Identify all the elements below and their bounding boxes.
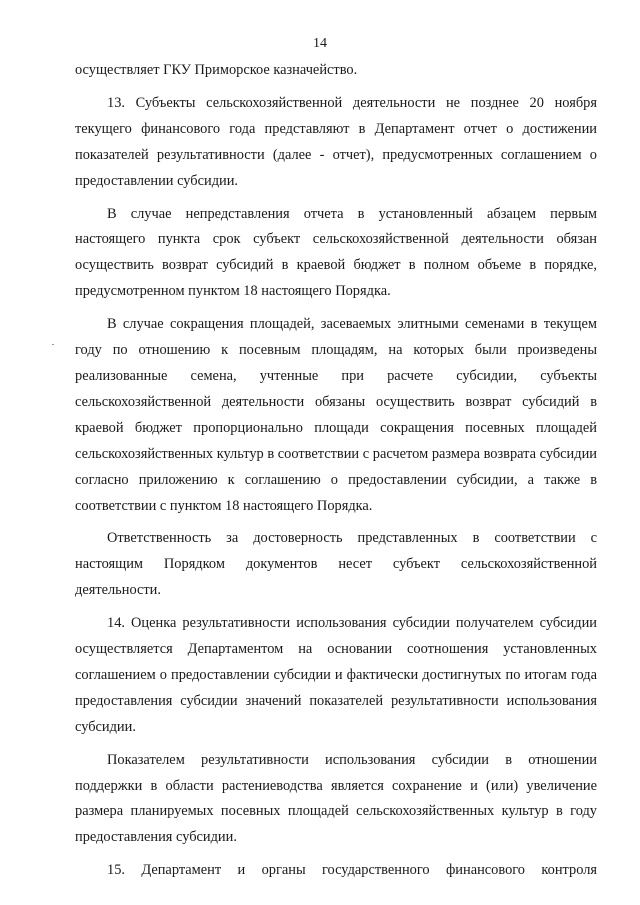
document-body xyxy=(75,58,597,891)
margin-mark xyxy=(52,344,54,345)
paragraph: 13. Субъекты сельскохозяйственной деятельности не позднее 20 ноября текущего финансового года представляют в Департамент отчет о достижении показателей результативности (далее - отчет), предусмотренных соглашением о предоставлении субсидии. xyxy=(75,94,597,189)
paragraph: 15. Департамент и органы государственного финансового контроля xyxy=(107,862,597,879)
paragraph: 14. Оценка результативности использования субсидии получателем субсидии осуществляется Департаментом на основании соотношения установленных соглашением о предоставлении субсидии и фактически достигнутых по итогам года предоставления субсидии значений показателей результативности использования субсидии. xyxy=(75,615,597,735)
page-number: 14 xyxy=(313,36,327,51)
paragraph: В случае непредставления отчета в установленный абзацем первым настоящего пункта срок субъект сельскохозяйственной деятельности обязан осуществить возврат субсидий в краевой бюджет в полном объеме в порядке, предусмотренном пунктом 18 настоящего Порядка. xyxy=(75,205,597,300)
paragraph: Ответственность за достоверность представленных в соответствии с настоящим Порядком документов несет субъект сельскохозяйственной деятельности. xyxy=(75,530,597,599)
paragraph: Показателем результативности использования субсидии в отношении поддержки в области растениеводства является сохранение и (или) увеличение размера планируемых посевных площадей сельскохозяйственных культур в году предоставления субсидии. xyxy=(75,751,597,846)
paragraph: осуществляет ГКУ Приморское казначейство. xyxy=(75,62,358,78)
paragraph: В случае сокращения площадей, засеваемых элитными семенами в текущем году по отношению к посевным площадям, на которых были произведены реализованные семена, учтенные при расчете субсидии, субъекты сельскохозяйственной деятельности обязаны осуществить возврат субсидий в краевой бюджет пропорционально площади сокращения посевных площадей сельскохозяйственных культур в соответствии с расчетом размера возврата субсидии согласно приложению к соглашению о предоставлении субсидии, а также в соответствии с пунктом 18 настоящего Порядка. xyxy=(75,316,597,514)
